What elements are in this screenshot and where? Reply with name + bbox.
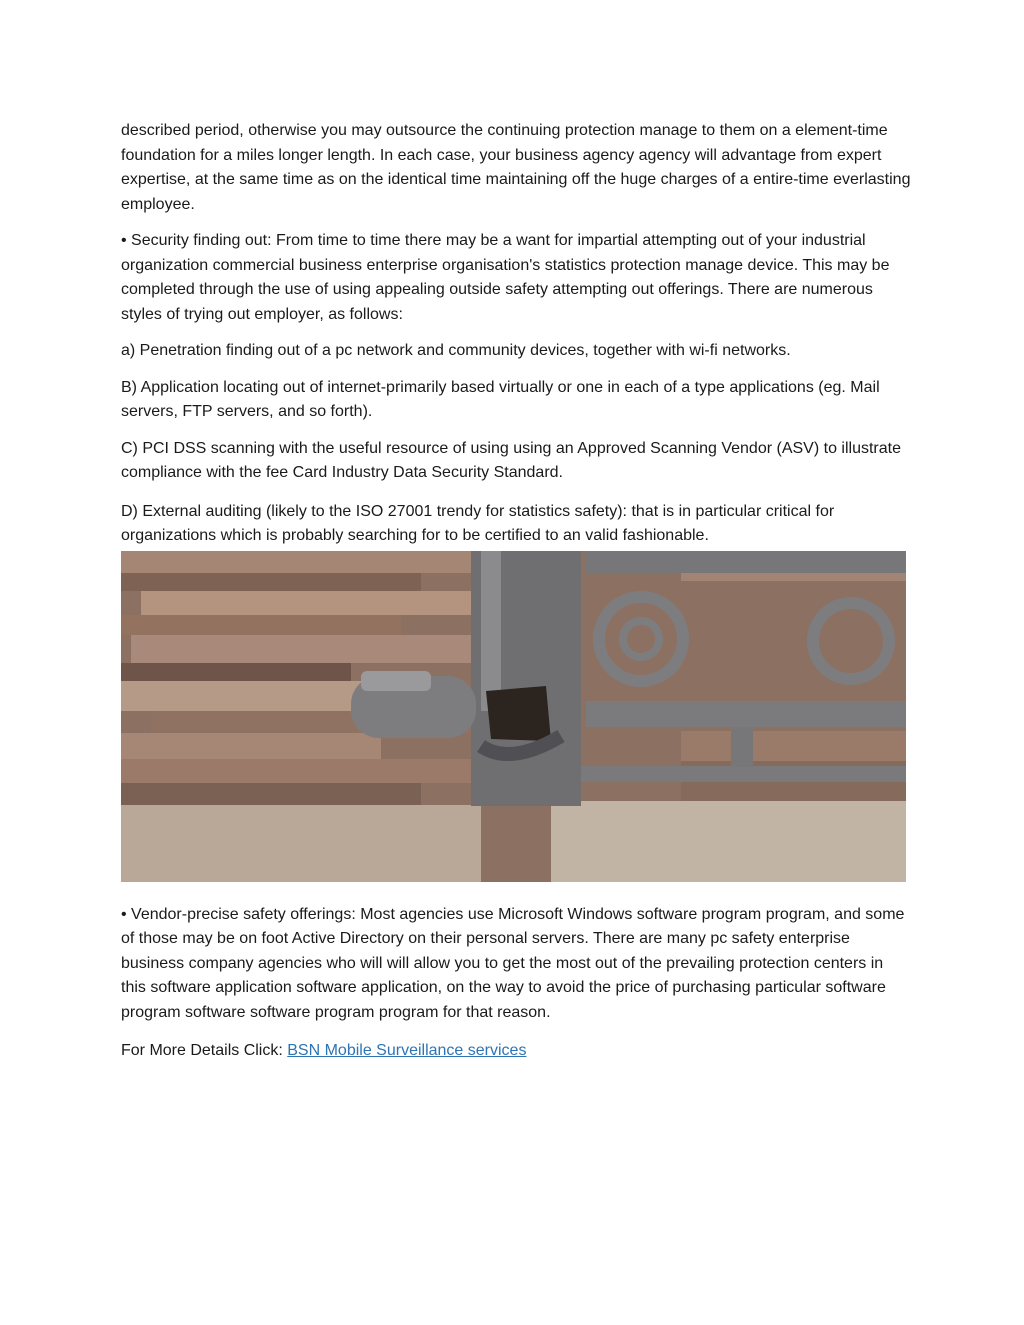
more-details-label: For More Details Click: [121,1042,288,1059]
paragraph-security-testing: • Security finding out: From time to time there may be a want for impartial attempting out of your industrial organization commercial business enterprise organisation's statistics protection manage device. This may be completed through the use of using appealing outside safety attempting out offerings. There are numerous styles of trying out employer, as follows: [121,232,890,323]
paragraph-pci-dss: C) PCI DSS scanning with the useful resource of using using an Approved Scanning Vendor (ASV) to illustrate compliance with the fee Card Industry Data Security Standard. [121,439,901,481]
paragraph-vendor-services: • Vendor-precise safety offerings: Most agencies use Microsoft Windows software program program, and some of those may be on foot Active Directory on their personal servers. There are many pc safety enterprise business company agencies who will will allow you to get the most out of the prevailing protection centers in this software application software application, on the way to avoid the price of purchasing particular software program software software program program for that reason. [121,905,905,1021]
document-page [121,119,911,1076]
paragraph-application: B) Application locating out of internet-primarily based virtually or one in each of a type applications (eg. Mail servers, FTP servers, and so forth). [121,378,880,420]
paragraph-external-auditing: D) External auditing (likely to the ISO 27001 trendy for statistics safety): that is in particular critical for organizations which is probably searching for to be certified to an valid fashionable. [121,502,835,544]
paragraph-outsourcing: described period, otherwise you may outsource the continuing protection manage to them on a element-time foundation for a miles longer length. In each case, your business agency agency will advantage from expert expertise, at the same time as on the identical time maintaining off the huge charges of a entire-time everlasting employee. [121,122,911,213]
gate-and-stone-wall-illustration [121,551,906,882]
paragraph-penetration: a) Penetration finding out of a pc network and community devices, together with wi-fi networks. [121,342,791,359]
more-details-line [121,1039,911,1064]
damaged-gate-photo [121,551,906,882]
bsn-surveillance-link[interactable]: BSN Mobile Surveillance services [287,1042,527,1059]
